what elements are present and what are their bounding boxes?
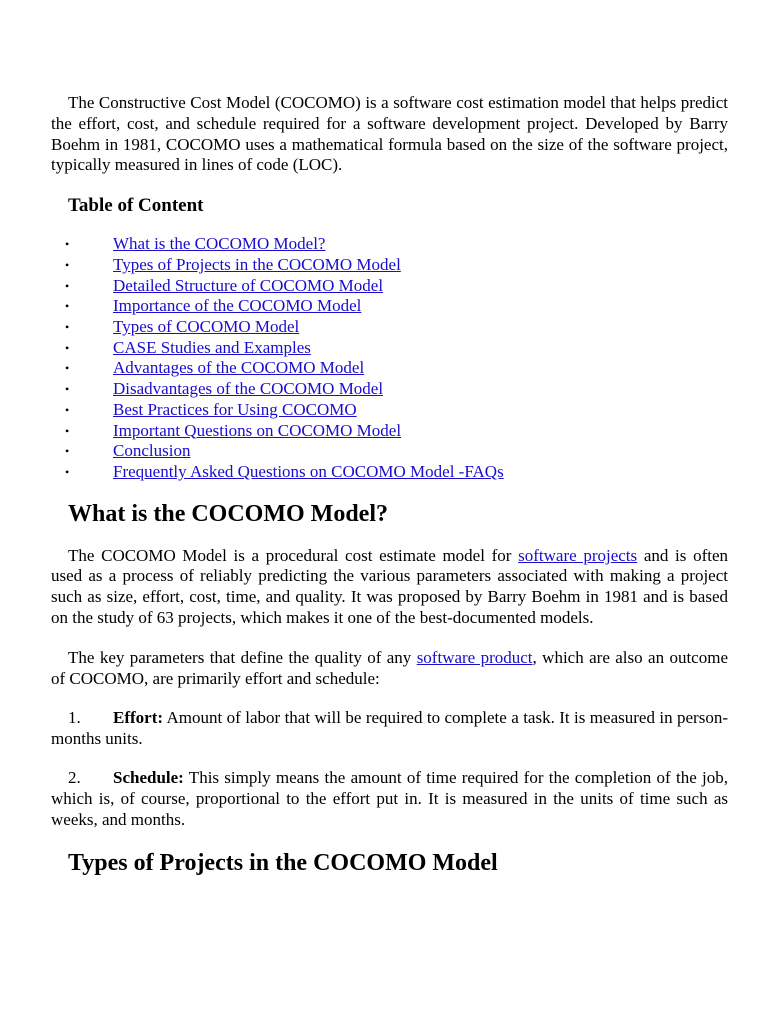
toc-item — [51, 234, 728, 255]
bullet-icon: • — [65, 320, 70, 334]
paragraph-text: , which are also an outcome of COCOMO, are primarily effort and schedule: — [51, 647, 728, 688]
bullet-icon: • — [65, 402, 70, 417]
item-term: Schedule: — [113, 768, 184, 787]
toc-link-importance[interactable]: Importance of the COCOMO Model — [113, 296, 362, 316]
toc-item — [51, 441, 728, 462]
bullet-icon: • — [65, 361, 70, 376]
cocomo-definition-paragraph — [51, 546, 728, 629]
toc-item — [51, 296, 728, 317]
toc-item — [51, 255, 728, 276]
bullet-icon: • — [65, 423, 70, 438]
toc-link-types-of-cocomo[interactable]: Types of COCOMO Model — [113, 317, 300, 336]
toc-link-detailed-structure[interactable]: Detailed Structure of COCOMO Model — [113, 275, 384, 295]
bullet-icon: • — [65, 257, 70, 272]
numbered-item-effort — [51, 708, 728, 750]
toc-item — [51, 400, 728, 421]
toc-item — [51, 317, 728, 338]
toc-link-faqs[interactable]: Frequently Asked Questions on COCOMO Model -FAQs — [113, 461, 504, 481]
item-text: Amount of labor that will be required to complete a task. It is measured in person-months units. — [51, 708, 728, 749]
key-parameters-paragraph — [51, 648, 728, 690]
paragraph-text: The COCOMO Model is a procedural cost estimate model for — [68, 545, 519, 565]
toc-item — [51, 358, 728, 379]
bullet-icon: • — [65, 340, 70, 355]
toc-link-what-is-cocomo[interactable]: What is the COCOMO Model? — [113, 234, 326, 254]
section-heading-types-of-projects: Types of Projects in the COCOMO Model — [68, 850, 498, 877]
toc-item — [51, 276, 728, 297]
software-product-link[interactable]: software product — [416, 647, 533, 667]
paragraph-text: and is often used as a process of reliably predicting the various parameters associated with making a project such as size, effort, cost, time, and quality. It was proposed by Barry Boehm in 1981 and is based on the study of 63 projects, which makes it one of the best-documented models. — [51, 545, 728, 628]
toc-link-advantages[interactable]: Advantages of the COCOMO Model — [113, 358, 365, 378]
bullet-icon: • — [65, 382, 70, 397]
item-text: This simply means the amount of time required for the completion of the job, which is, of course, proportional to the effort put in. It is measured in the units of time such as weeks, and months. — [51, 768, 728, 829]
bullet-icon: • — [65, 237, 70, 252]
item-number: 2. — [68, 768, 81, 787]
toc-link-case-studies[interactable]: CASE Studies and Examples — [113, 337, 311, 357]
toc-item — [51, 462, 728, 483]
toc-item — [51, 421, 728, 442]
numbered-item-schedule — [51, 768, 728, 830]
toc-link-conclusion[interactable]: Conclusion — [113, 441, 191, 461]
toc-link-important-questions[interactable]: Important Questions on COCOMO Model — [113, 420, 402, 440]
toc-title: Table of Content — [68, 195, 204, 217]
toc-link-disadvantages[interactable]: Disadvantages of the COCOMO Model — [113, 379, 384, 399]
toc-item — [51, 338, 728, 359]
paragraph-text: The key parameters that define the quality of any — [68, 647, 417, 667]
software-projects-link[interactable]: software projects — [518, 545, 638, 565]
bullet-icon: • — [65, 464, 70, 479]
toc-link-types-of-projects[interactable]: Types of Projects in the COCOMO Model — [113, 254, 401, 274]
toc-link-best-practices[interactable]: Best Practices for Using COCOMO — [113, 399, 357, 419]
toc-list — [51, 234, 728, 482]
bullet-icon: • — [65, 278, 70, 293]
bullet-icon: • — [65, 299, 70, 314]
bullet-icon: • — [65, 444, 70, 459]
item-number: 1. — [68, 708, 81, 728]
section-heading-what-is-cocomo: What is the COCOMO Model? — [68, 500, 388, 527]
intro-paragraph: The Constructive Cost Model (COCOMO) is a software cost estimation model that helps predict the effort, cost, and schedule required for a software development project. Developed by Barry Boehm in 1981, COCOMO uses a mathematical formula based on the size of the software project, typically measured in lines of code (LOC). — [51, 93, 728, 175]
toc-item — [51, 379, 728, 400]
item-term: Effort: — [113, 708, 164, 728]
